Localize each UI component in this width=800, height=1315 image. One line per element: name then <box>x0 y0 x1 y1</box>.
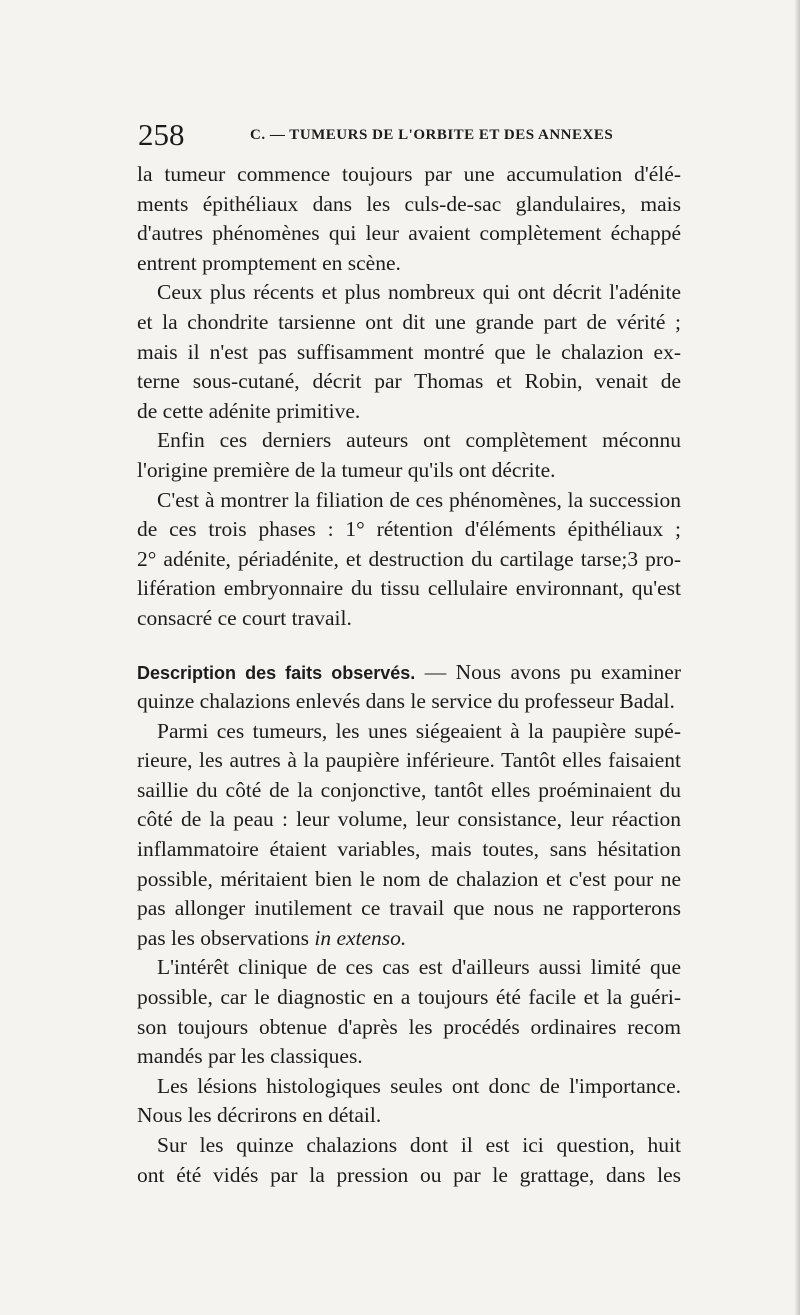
text-line: terne sous-cutané, décrit par Thomas et Robin, venait de <box>137 369 681 394</box>
body-text <box>137 160 681 1190</box>
text-line: ments épithéliaux dans les culs-de-sac glandulaires, mais <box>137 191 681 216</box>
text-line: L'intérêt clinique de ces cas est d'ailleurs aussi limité que <box>157 955 681 980</box>
text-line: de cette adénite primitive. <box>137 398 361 423</box>
text-line: Les lésions histologiques seules ont donc de l'importance. <box>157 1073 681 1098</box>
text-line: entrent promptement en scène. <box>137 250 401 275</box>
text-line: inflammatoire étaient variables, mais toutes, sans hésitation <box>137 837 681 862</box>
text-line: Sur les quinze chalazions dont il est ici question, huit <box>157 1133 681 1157</box>
page-number: 258 <box>138 117 185 152</box>
text-line: l'origine première de la tumeur qu'ils ont décrite. <box>137 457 556 482</box>
text-line: la tumeur commence toujours par une accumulation d'élé- <box>137 162 681 186</box>
section-heading: Description des faits observés. <box>137 662 416 683</box>
text-line: Ceux plus récents et plus nombreux qui ont décrit l'adénite <box>157 280 681 305</box>
chapter-title: C. — TUMEURS DE L'ORBITE ET DES ANNEXES <box>250 127 614 143</box>
text-line <box>137 924 681 954</box>
text-line: mais il n'est pas suffisamment montré que le chalazion ex- <box>137 339 681 364</box>
text-line: ont été vidés par la pression ou par le grattage, dans les <box>137 1162 681 1187</box>
text-line: possible, car le diagnostic en a toujours été facile et la guéri- <box>137 985 681 1010</box>
text-line: pas allonger inutilement ce travail que nous ne rapporterons <box>137 896 681 921</box>
text-line: Nous les décrirons en détail. <box>137 1103 382 1128</box>
text-line: Parmi ces tumeurs, les unes siégeaient à la paupière supé- <box>157 718 681 743</box>
text-line: côté de la peau : leur volume, leur consistance, leur réaction <box>137 807 681 832</box>
section-heading-line <box>137 658 681 688</box>
text-line: d'autres phénomènes qui leur avaient complètement échappé <box>137 221 681 246</box>
text-span: — Nous avons pu examiner <box>415 659 681 684</box>
page-edge-shadow <box>794 0 800 1315</box>
text-line: saillie du côté de la conjonctive, tantôt elles proéminaient du <box>137 777 681 802</box>
text-line: lifération embryonnaire du tissu cellulaire environnant, qu'est <box>137 576 681 601</box>
text-line: son toujours obtenue d'après les procédés ordinaires recom <box>137 1014 681 1039</box>
text-line: Enfin ces derniers auteurs ont complètement méconnu <box>157 428 681 453</box>
text-line: et la chondrite tarsienne ont dit une grande part de vérité ; <box>137 309 681 334</box>
italic-phrase: in extenso. <box>314 925 407 950</box>
text-line: quinze chalazions enlevés dans le service du professeur Badal. <box>137 689 675 714</box>
text-line: de ces trois phases : 1° rétention d'éléments épithéliaux ; <box>137 517 681 542</box>
text-line: 2° adénite, périadénite, et destruction du cartilage tarse;3 pro- <box>137 546 681 571</box>
text-span: pas les observations <box>137 925 315 950</box>
section-spacer <box>137 634 681 658</box>
text-line: consacré ce court travail. <box>137 605 352 630</box>
text-line: possible, méritaient bien le nom de chalazion et c'est pour ne <box>137 866 681 891</box>
running-header <box>138 117 678 153</box>
text-line: rieure, les autres à la paupière inférieure. Tantôt elles faisaient <box>137 748 681 773</box>
text-line: mandés par les classiques. <box>137 1044 363 1069</box>
text-line: C'est à montrer la filiation de ces phénomènes, la succession <box>157 487 681 512</box>
